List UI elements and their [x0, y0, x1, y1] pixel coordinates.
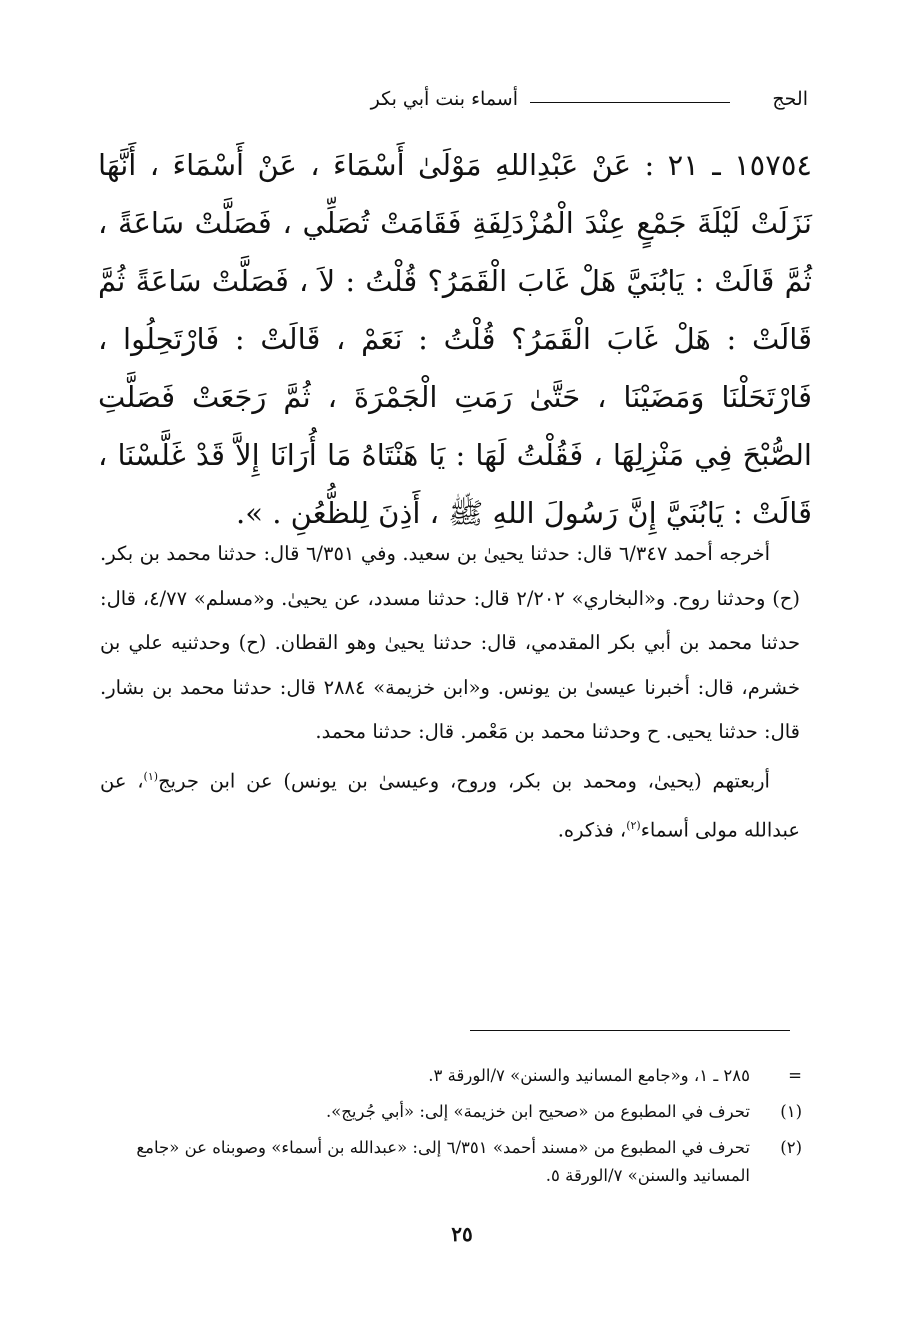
hadith-text: ١٥٧٥٤ ـ ٢١ : عَنْ عَبْدِاللهِ مَوْلَىٰ أَسْمَاءَ ، عَنْ أَسْمَاءَ ، أَنَّهَا نَزَلَتْ لَيْلَةَ جَمْعٍ عِنْدَ الْمُزْدَلِفَةِ فَقَامَتْ تُصَلِّي ، فَصَلَّتْ سَاعَةً ، ثُمَّ قَالَتْ : يَابُنَيَّ هَلْ غَابَ الْقَمَرُ؟ قُلْتُ : لاَ ، فَصَلَّتْ سَاعَةً ثُمَّ قَالَتْ : هَلْ غَابَ الْقَمَرُ؟ قُلْتُ : نَعَمْ ، قَالَتْ : فَارْتَحِلُوا ، فَارْتَحَلْنَا وَمَضَيْنَا ، حَتَّىٰ رَمَتِ الْجَمْرَةَ ، ثُمَّ رَجَعَتْ فَصَلَّتِ الصُّبْحَ فِي مَنْزِلِهَا ، فَقُلْتُ لَهَا : يَا هَنْتَاهُ مَا أُرَانَا إِلاَّ قَدْ غَلَّسْنَا ، قَالَتْ : يَابُنَيَّ إِنَّ رَسُولَ اللهِ ﷺ ، أَذِنَ لِلظُّعُنِ . ». — [98, 148, 812, 530]
running-header — [110, 88, 808, 122]
takhrij-section — [100, 532, 800, 853]
takhrij-text-c: ، فذكره. — [557, 818, 627, 842]
takhrij-text-b: ، عن عبدالله مولى أسماء — [100, 769, 800, 842]
footnotes — [100, 1062, 802, 1198]
footnote-mark: (١) — [780, 1102, 802, 1121]
takhrij-text-a: أربعتهم (يحيىٰ، ومحمد بن بكر، وروح، وعيسىٰ بن يونس) عن ابن جريج — [158, 769, 770, 793]
footnote-text: تحرف في المطبوع من «مسند أحمد» ٦/٣٥١ إلى: «عبدالله بن أسماء» وصوبناه عن «جامع المسانيد والسنن» ٧/الورقة ٥. — [136, 1138, 750, 1185]
footnote-text: ٢٨٥ ـ ١، و«جامع المسانيد والسنن» ٧/الورقة ٣. — [428, 1066, 750, 1085]
footnote-text: تحرف في المطبوع من «صحيح ابن خزيمة» إلى: «أبي جُريج». — [325, 1102, 750, 1121]
footnote-continuation — [100, 1062, 802, 1090]
takhrij-paragraph-1: أخرجه أحمد ٦/٣٤٧ قال: حدثنا يحيىٰ بن سعيد. وفي ٦/٣٥١ قال: حدثنا محمد بن بكر. (ح) وحدثنا روح. و«البخاري» ٢/٢٠٢ قال: حدثنا مسدد، عن يحيىٰ. و«مسلم» ٤/٧٧، قال: حدثنا محمد بن أبي بكر المقدمي، قال: حدثنا يحيىٰ وهو القطان. (ح) وحدثنيه علي بن خشرم، قال: أخبرنا عيسىٰ بن يونس. و«ابن خزيمة» ٢٨٨٤ قال: حدثنا محمد بن بشار. قال: حدثنا يحيى. ح وحدثنا محمد بن مَعْمر. قال: حدثنا محمد. — [100, 542, 800, 744]
chapter-title: الحج — [772, 88, 808, 110]
footnote-ref-2: (٢) — [626, 819, 641, 833]
footnote-1 — [100, 1098, 802, 1126]
page-number: ٢٥ — [451, 1222, 473, 1246]
takhrij-paragraph-2 — [100, 755, 800, 853]
section-title: أسماء بنت أبي بكر — [370, 88, 518, 110]
footnote-mark: (٢) — [780, 1138, 802, 1157]
footnote-ref-1: (١) — [143, 769, 159, 783]
footnote-separator — [470, 1030, 790, 1031]
footnote-2 — [100, 1134, 802, 1190]
footnote-mark: = — [788, 1066, 802, 1085]
header-rule — [530, 102, 730, 103]
